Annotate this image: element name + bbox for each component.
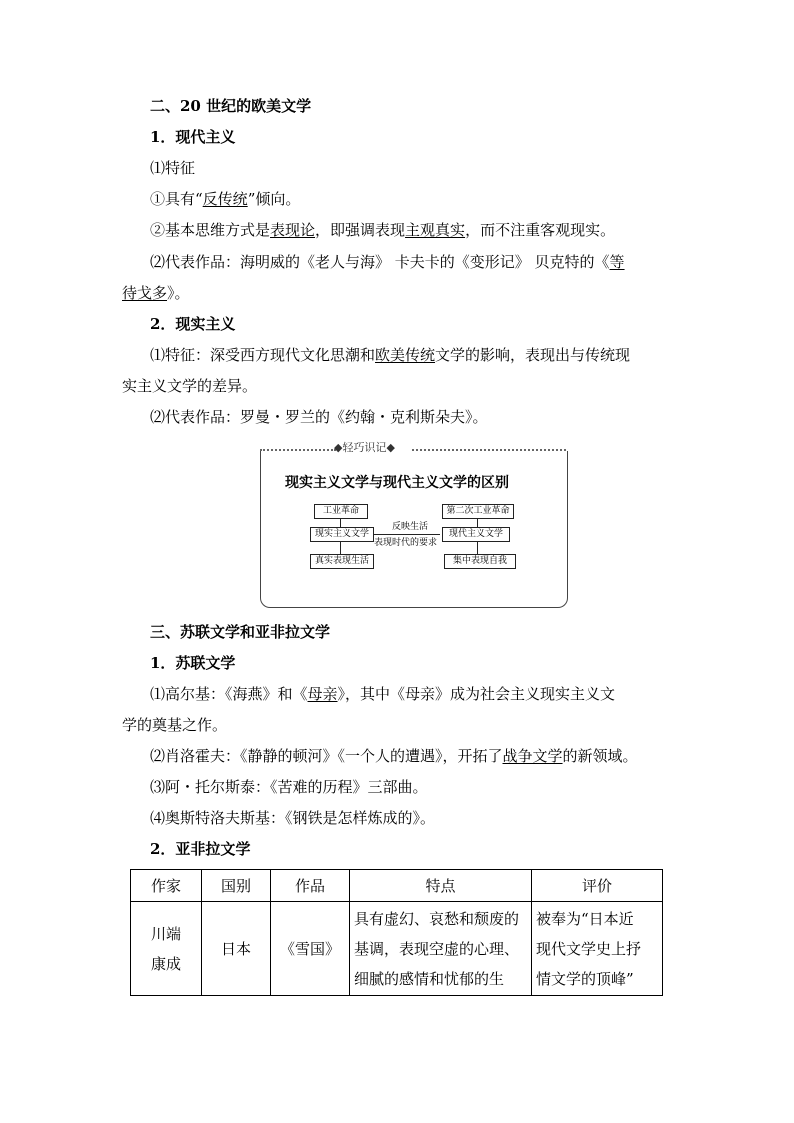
diagram-real-life: 真实表现生活 <box>310 554 374 569</box>
tipbox-title: 现实主义文学与现代主义文学的区别 <box>285 475 509 491</box>
gorky-line2: 学的奠基之作。 <box>122 716 228 734</box>
diagram-industrial-revolution: 工业革命 <box>314 504 368 519</box>
subheading-asia-africa-latin-lit: 2．亚非拉文学 <box>150 840 251 858</box>
subheading-modernism: 1．现代主义 <box>150 128 236 146</box>
table-row <box>131 902 663 996</box>
table-header-row <box>131 870 663 902</box>
diagram-arrow <box>477 519 478 527</box>
col-work: 作品 <box>271 870 350 902</box>
diagram-self-expression: 集中表现自我 <box>444 554 516 569</box>
diagram-reflect-life: 反映生活 <box>392 522 429 532</box>
cell-features: 具有虚幻、哀愁和颓废的 基调，表现空虚的心理、 细腻的感情和忧郁的生 <box>350 902 532 996</box>
col-country: 国别 <box>202 870 271 902</box>
col-evaluation: 评价 <box>532 870 663 902</box>
col-features: 特点 <box>350 870 532 902</box>
section-heading-soviet-lit: 三、苏联文学和亚非拉文学 <box>150 623 331 641</box>
label-features: ⑴特征 <box>150 159 196 177</box>
diagram-arrow <box>340 519 341 527</box>
feature-anti-tradition: ①具有“反传统”倾向。 <box>150 190 301 208</box>
cell-evaluation: 被奉为“日本近 现代文学史上抒 情文学的顶峰” <box>532 902 663 996</box>
realism-works: ⑵代表作品：罗曼・罗兰的《约翰・克利斯朵夫》。 <box>150 408 488 426</box>
diagram-arrow <box>477 542 478 554</box>
feature-thinking-mode: ②基本思维方式是表现论，即强调表现主观真实，而不注重客观现实。 <box>150 221 616 239</box>
subheading-soviet-lit: 1．苏联文学 <box>150 654 236 672</box>
cell-country: 日本 <box>202 902 271 996</box>
subheading-realism: 2．现实主义 <box>150 315 236 333</box>
gorky-line1: ⑴高尔基：《海燕》和《母亲》，其中《母亲》成为社会主义现实主义文 <box>150 685 616 703</box>
modernism-works-line1: ⑵代表作品：海明威的《老人与海》 卡夫卡的《变形记》 贝克特的《等 <box>150 253 625 271</box>
diagram-modernism-literature: 现代主义文学 <box>442 527 510 542</box>
realism-features-line1: ⑴特征：深受西方现代文化思潮和欧美传统文学的影响，表现出与传统现 <box>150 346 631 364</box>
diagram-arrow <box>374 534 440 535</box>
section-heading-20th-western-lit: 二、20 世纪的欧美文学 <box>150 97 312 115</box>
diagram-second-industrial-revolution: 第二次工业革命 <box>442 504 514 519</box>
literature-table <box>130 869 663 996</box>
diagram-era-requirement: 表现时代的要求 <box>374 538 438 548</box>
diagram-arrow <box>340 542 341 554</box>
modernism-works-line2: 待戈多》。 <box>122 284 190 302</box>
cell-work: 《雪国》 <box>271 902 350 996</box>
cell-author: 川端 康成 <box>131 902 202 996</box>
sholokhov: ⑵肖洛霍夫：《静静的顿河》《一个人的遭遇》，开拓了战争文学的新领域。 <box>150 747 638 765</box>
diagram-realism-literature: 现实主义文学 <box>310 527 374 542</box>
ostrovsky: ⑷奥斯特洛夫斯基：《钢铁是怎样炼成的》。 <box>150 809 436 827</box>
tipbox-badge: ◆轻巧识记◆ <box>334 441 395 454</box>
col-author: 作家 <box>131 870 202 902</box>
a-tolstoy: ⑶阿・托尔斯泰：《苦难的历程》三部曲。 <box>150 778 428 796</box>
realism-features-line2: 实主义文学的差异。 <box>122 377 258 395</box>
